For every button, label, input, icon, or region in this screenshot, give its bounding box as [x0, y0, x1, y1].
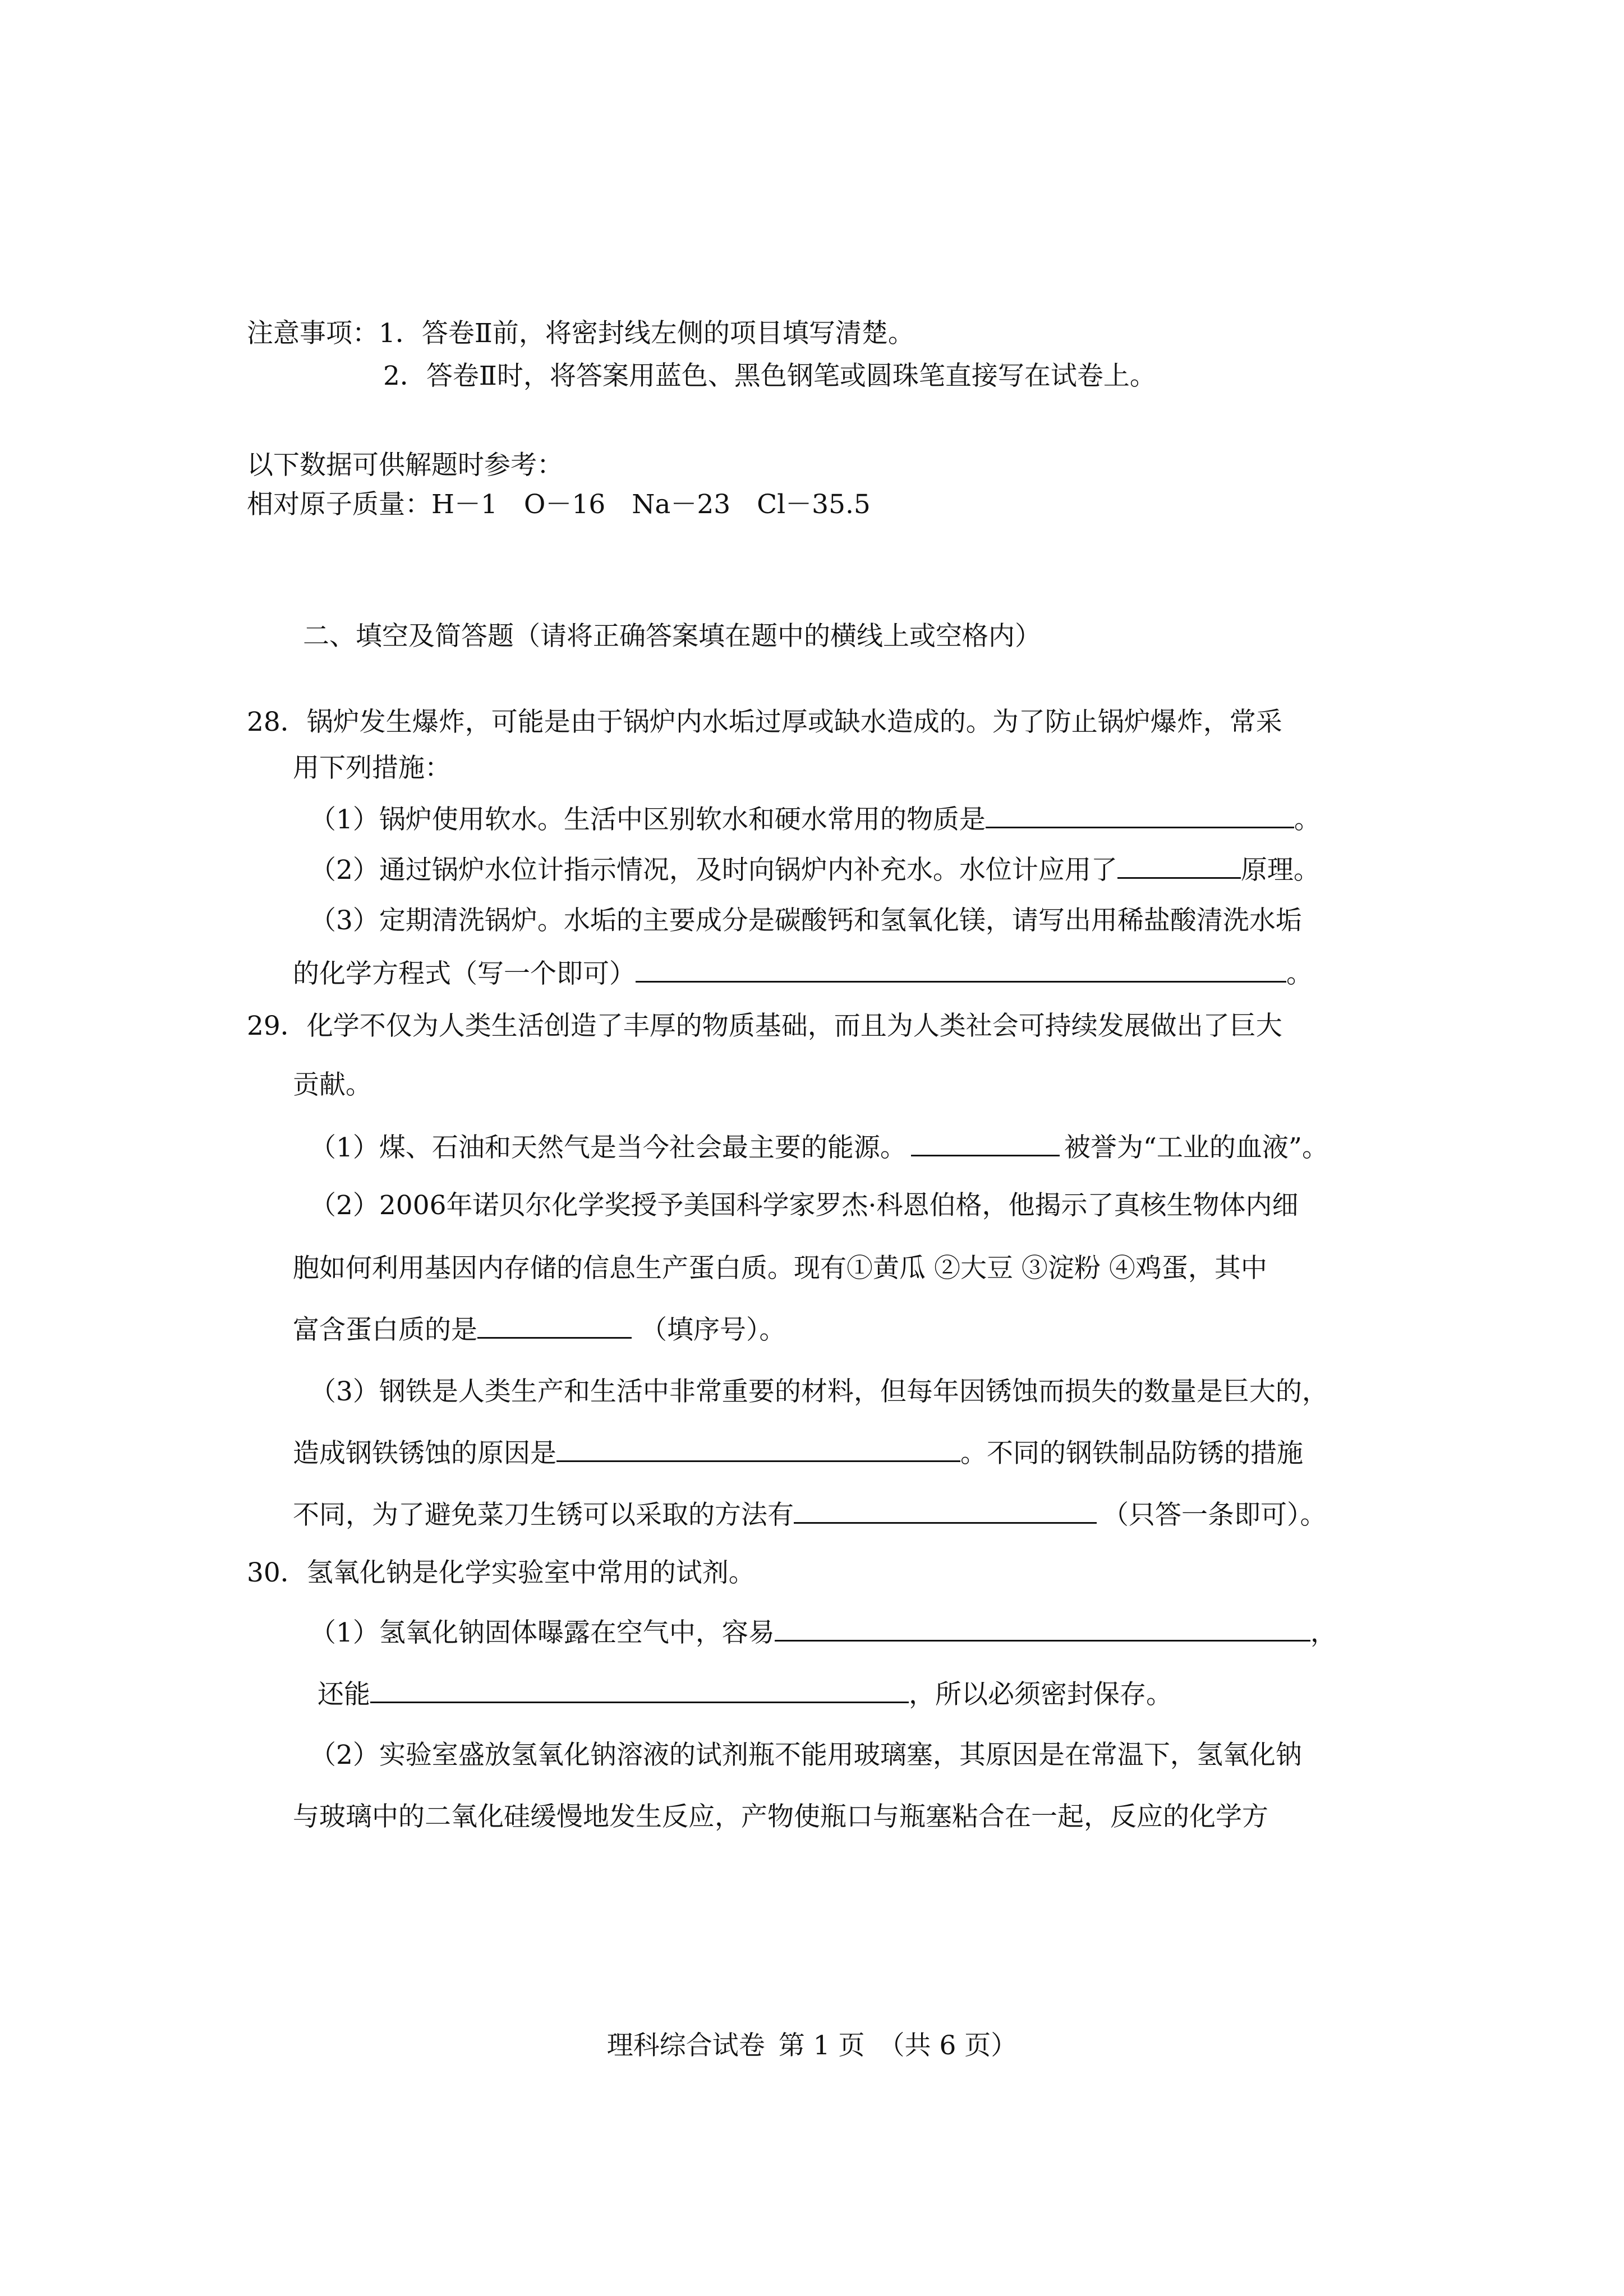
q29-part-3-line-2 — [293, 1436, 1303, 1470]
q30-part-1-end: ，所以必须密封保存。 — [909, 1679, 1172, 1710]
q29-part-2-end: （填序号）。 — [641, 1315, 786, 1345]
q29-part-3-middle: 。不同的钢铁制品防锈的措施 — [960, 1438, 1303, 1469]
q30-part-1-answer-blank-1[interactable] — [775, 1615, 1310, 1642]
q28-stem-line-1: 28．锅炉发生爆炸，可能是由于锅炉内水垢过厚或缺水造成的。为了防止锅炉爆炸，常采 — [247, 707, 1282, 737]
footer-total-pages: （共 6 页） — [878, 2030, 1018, 2061]
q30-part-1-text: （1）氢氧化钠固体曝露在空气中，容易 — [310, 1617, 775, 1648]
q29-part-3-line-3 — [293, 1497, 1327, 1532]
q28-part-3-line-2 — [293, 956, 1313, 991]
q29-part-2-answer-blank[interactable] — [477, 1312, 632, 1339]
q28-part-1-answer-blank[interactable] — [986, 802, 1294, 828]
q29-part-2-text: 富含蛋白质的是 — [293, 1315, 477, 1345]
q28-part-3-text: 的化学方程式（写一个即可） — [293, 958, 636, 989]
q28-part-1 — [310, 802, 1321, 837]
q28-part-3-answer-blank[interactable] — [636, 956, 1286, 983]
q29-part-3-cause-blank[interactable] — [556, 1436, 960, 1462]
section-title: 二、填空及简答题（请将正确答案填在题中的横线上或空格内） — [303, 621, 1041, 652]
q29-part-3-method-blank[interactable] — [794, 1497, 1097, 1524]
q28-part-3-end: 。 — [1286, 958, 1313, 989]
reference-intro: 以下数据可供解题时参考： — [247, 450, 563, 481]
q29-stem-line-2: 贡献。 — [293, 1069, 372, 1100]
q30-part-2-line-1: （2）实验室盛放氢氧化钠溶液的试剂瓶不能用玻璃塞，其原因是在常温下，氢氧化钠 — [310, 1740, 1302, 1771]
q29-part-3-end: （只答一条即可）。 — [1102, 1500, 1327, 1530]
q29-part-2-line-3 — [293, 1312, 786, 1347]
footer-title: 理科综合试卷 — [606, 2030, 765, 2061]
q30-part-1-line-2 — [318, 1677, 1172, 1712]
q30-part-1-line-1 — [310, 1615, 1337, 1650]
q29-part-2-line-1: （2）2006年诺贝尔化学奖授予美国科学家罗杰·科恩伯格，他揭示了真核生物体内细 — [310, 1190, 1299, 1221]
q30-part-1-comma: ， — [1310, 1617, 1337, 1648]
q29-part-3-line-1: （3）钢铁是人类生产和生活中非常重要的材料，但每年因锈蚀而损失的数量是巨大的， — [310, 1376, 1328, 1407]
notes-line-2 — [383, 359, 1156, 393]
q30-part-1-also: 还能 — [318, 1679, 370, 1710]
q29-part-3-method-text: 不同，为了避免菜刀生锈可以采取的方法有 — [293, 1500, 794, 1530]
q28-part-1-text: （1）锅炉使用软水。生活中区别软水和硬水常用的物质是 — [310, 804, 986, 835]
q30-part-1-answer-blank-2[interactable] — [370, 1677, 909, 1703]
q28-part-2-answer-blank[interactable] — [1117, 852, 1241, 879]
atomic-mass-line: 相对原子质量：H－1 O－16 Na－23 Cl－35.5 — [247, 489, 871, 520]
q28-part-3-line-1: （3）定期清洗锅炉。水垢的主要成分是碳酸钙和氢氧化镁，请写出用稀盐酸清洗水垢 — [310, 905, 1302, 936]
q30-part-2-line-2: 与玻璃中的二氧化硅缓慢地发生反应，产物使瓶口与瓶塞粘合在一起，反应的化学方 — [293, 1801, 1268, 1832]
notes-label: 注意事项： — [247, 318, 379, 349]
q28-part-2 — [310, 852, 1320, 887]
q28-part-2-text: （2）通过锅炉水位计指示情况，及时向锅炉内补充水。水位计应用了 — [310, 855, 1117, 886]
q29-stem-line-1: 29．化学不仅为人类生活创造了丰厚的物质基础，而且为人类社会可持续发展做出了巨大 — [247, 1011, 1282, 1041]
q29-part-1 — [310, 1130, 1328, 1165]
q30-stem: 30．氢氧化钠是化学实验室中常用的试剂。 — [247, 1557, 755, 1588]
footer-page-number: 第 1 页 — [778, 2030, 865, 2061]
q28-stem-line-2: 用下列措施： — [293, 753, 451, 783]
q29-part-3-text: 造成钢铁锈蚀的原因是 — [293, 1438, 556, 1469]
q29-part-1-text: （1）煤、石油和天然气是当今社会最主要的能源。 — [310, 1132, 907, 1163]
q29-part-2-line-2: 胞如何利用基因内存储的信息生产蛋白质。现有①黄瓜 ②大豆 ③淀粉 ④鸡蛋，其中 — [293, 1253, 1267, 1284]
notes-line-1 — [247, 317, 914, 351]
q29-part-1-end: 被誉为“工业的血液”。 — [1064, 1132, 1328, 1163]
page-footer — [0, 2029, 1624, 2063]
q28-part-1-end: 。 — [1294, 804, 1321, 835]
notes-item-1: 1．答卷Ⅱ前，将密封线左侧的项目填写清楚。 — [379, 318, 914, 349]
q28-part-2-end: 原理。 — [1240, 855, 1320, 886]
q29-part-1-answer-blank[interactable] — [911, 1130, 1060, 1156]
notes-item-2: 2．答卷Ⅱ时，将答案用蓝色、黑色钢笔或圆珠笔直接写在试卷上。 — [383, 361, 1156, 391]
